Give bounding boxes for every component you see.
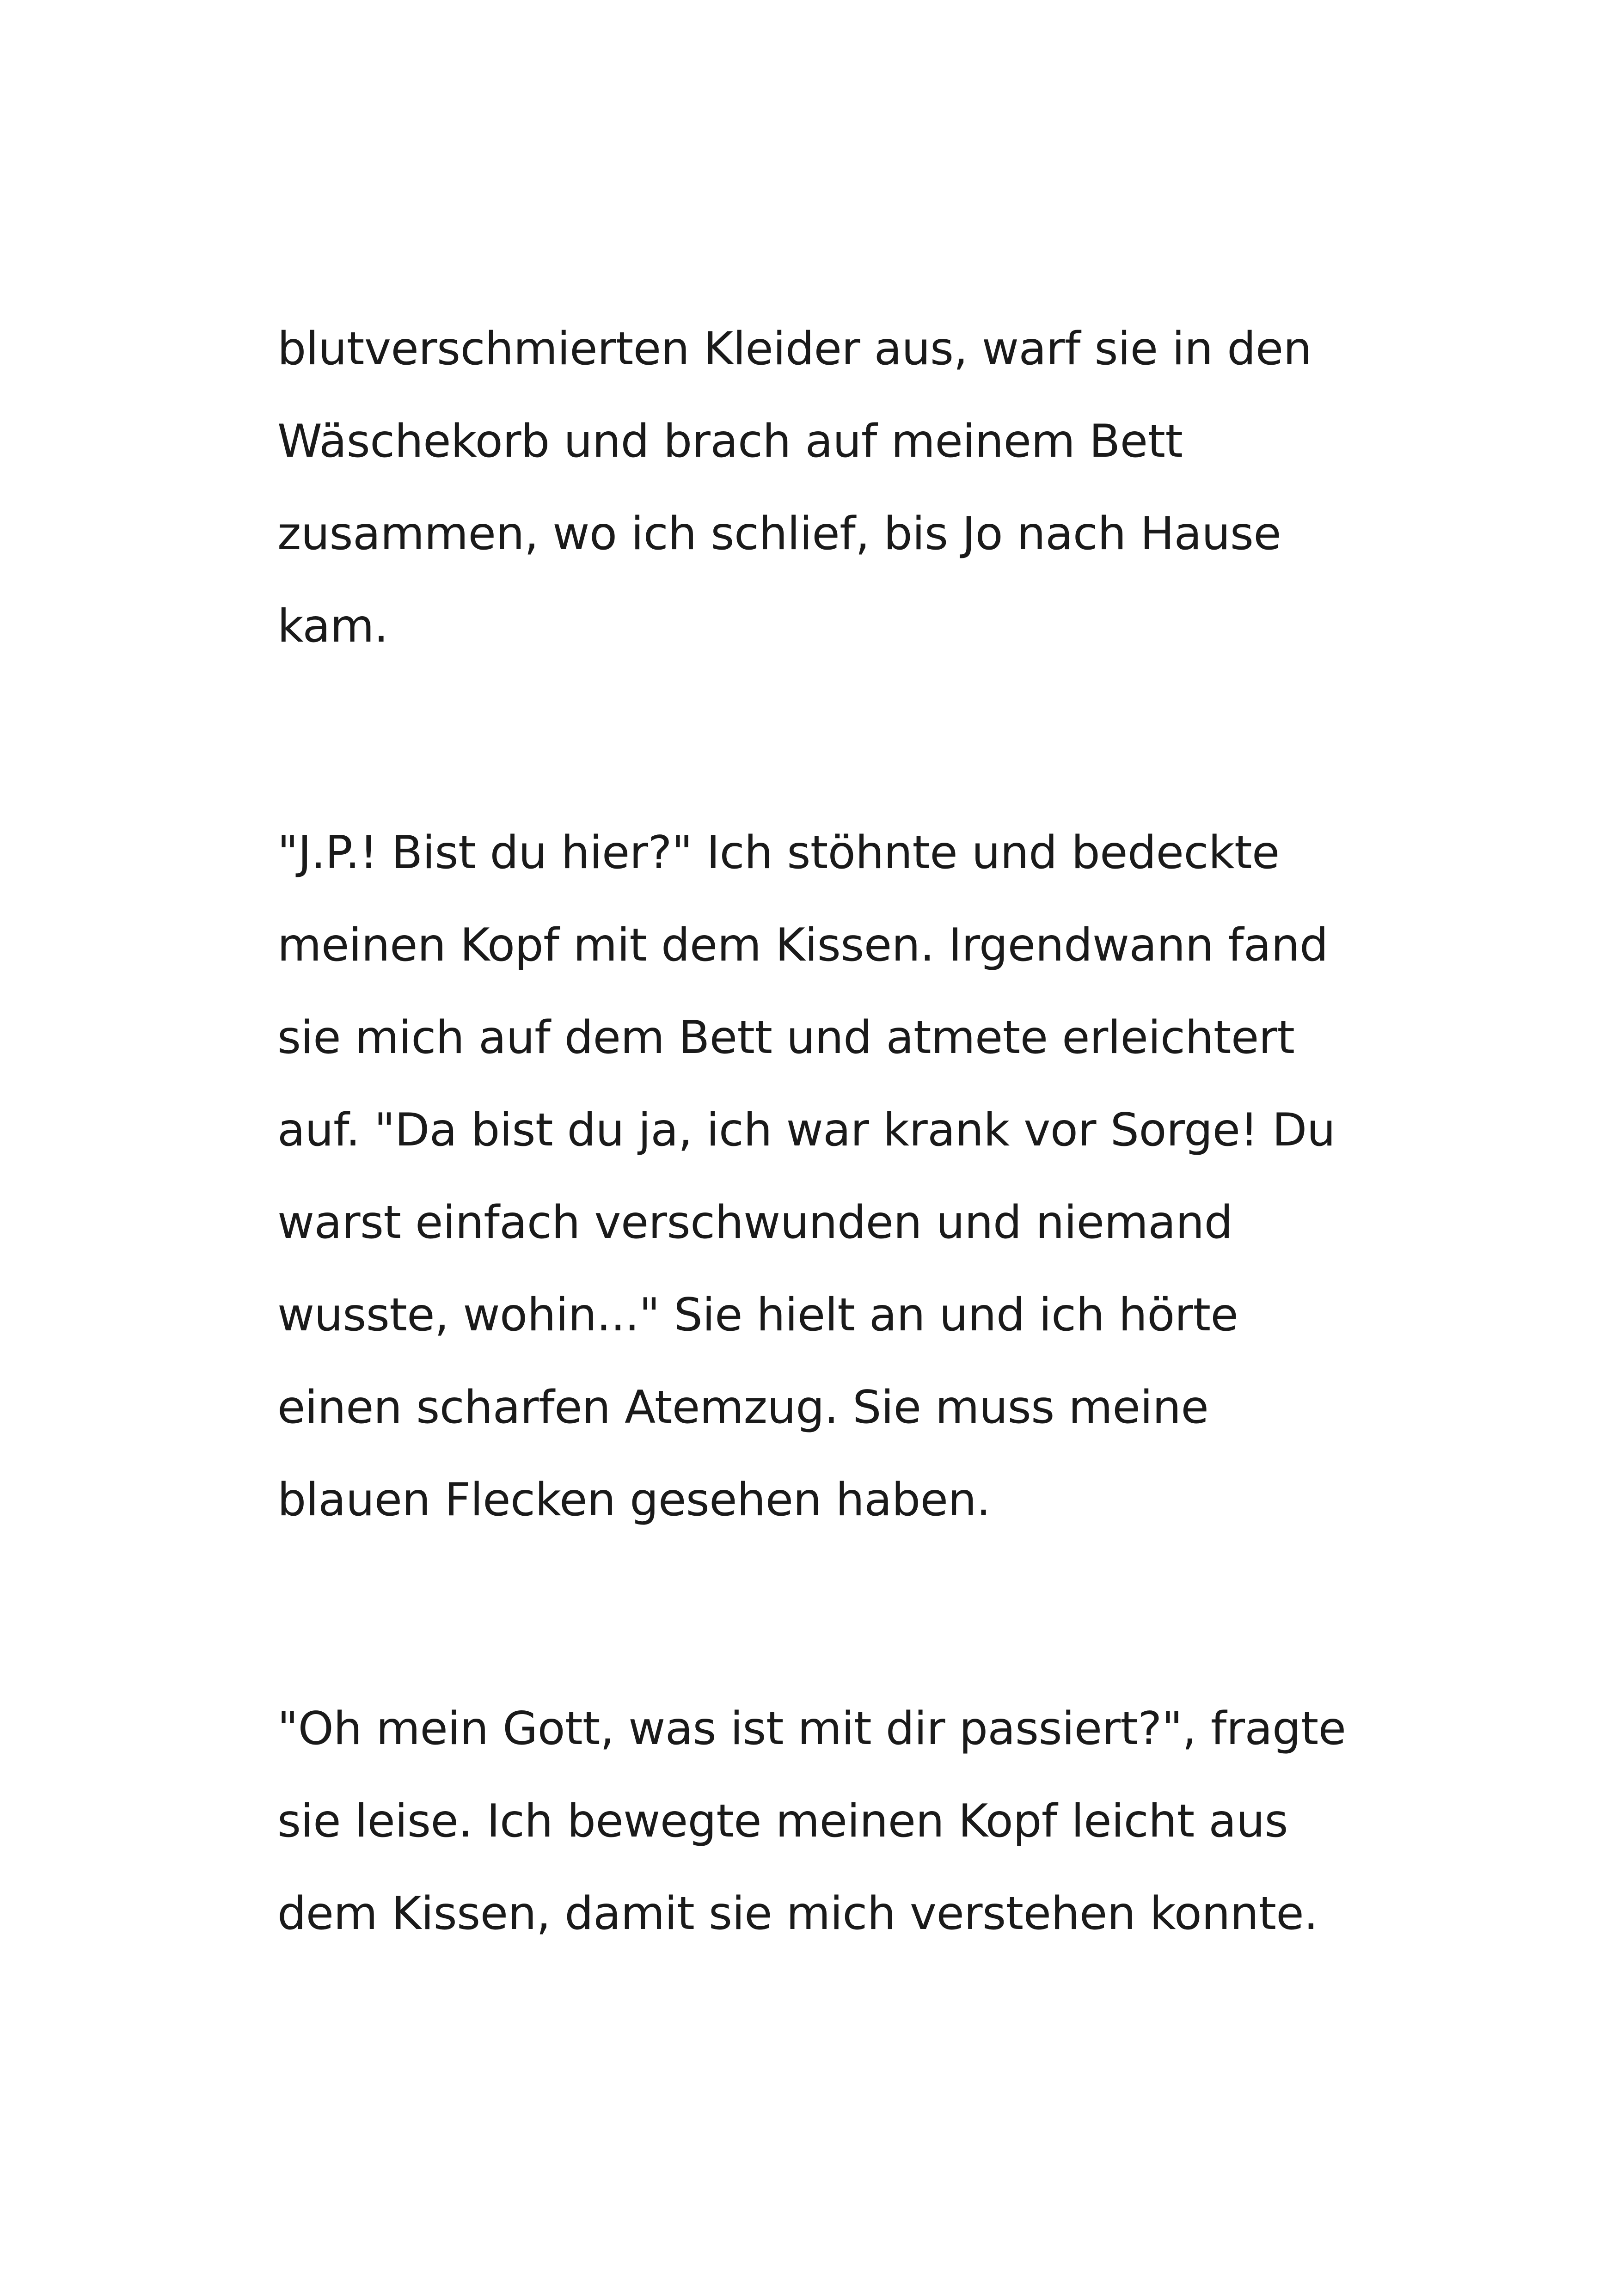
text-line: einen scharfen Atemzug. Sie muss meine (277, 1381, 1209, 1434)
paragraph (277, 807, 1378, 1546)
text-line: warst einfach verschwunden und niemand (277, 1196, 1233, 1249)
text-line: kam. (277, 600, 388, 653)
paragraph (277, 1683, 1378, 1960)
text-line: Wäschekorb und brach auf meinem Bett (277, 415, 1183, 468)
text-line: "Oh mein Gott, was ist mit dir passiert?", fragte (277, 1702, 1346, 1755)
text-line: blauen Flecken gesehen haben. (277, 1474, 991, 1526)
text-line: sie mich auf dem Bett und atmete erleichtert (277, 1011, 1295, 1064)
text-line: meinen Kopf mit dem Kissen. Irgendwann fand (277, 919, 1328, 972)
text-line: wusste, wohin..." Sie hielt an und ich hörte (277, 1289, 1238, 1341)
text-line: zusammen, wo ich schlief, bis Jo nach Hause (277, 508, 1281, 560)
text-line: auf. "Da bist du ja, ich war krank vor Sorge! Du (277, 1104, 1336, 1157)
text-line: sie leise. Ich bewegte meinen Kopf leicht aus (277, 1795, 1288, 1848)
text-line: blutverschmierten Kleider aus, warf sie in den (277, 323, 1312, 375)
text-line: "J.P.! Bist du hier?" Ich stöhnte und bedeckte (277, 827, 1280, 879)
paragraph (277, 303, 1378, 673)
text-line: dem Kissen, damit sie mich verstehen konnte. (277, 1887, 1318, 1940)
